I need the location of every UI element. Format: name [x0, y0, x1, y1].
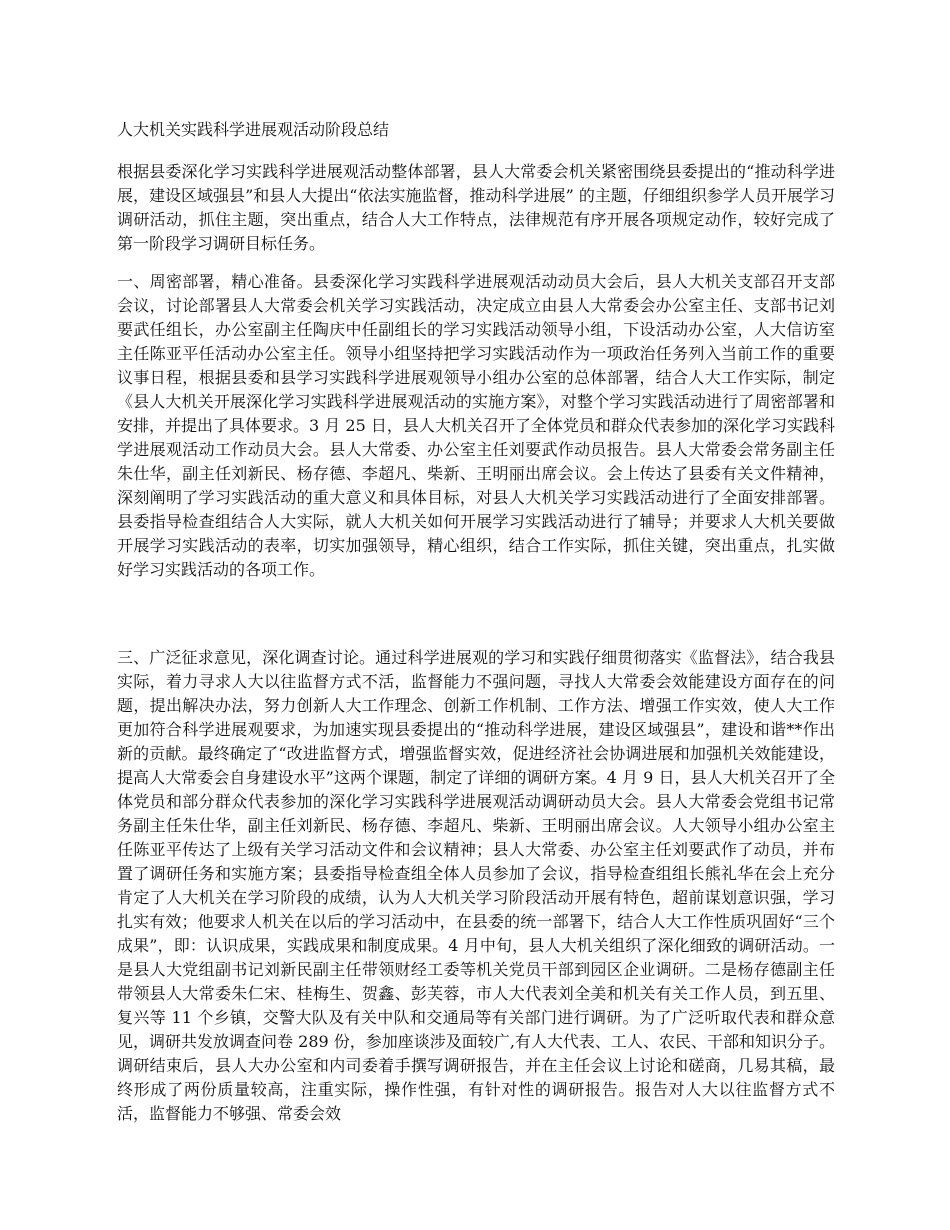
section-one-paragraph: 一、周密部署，精心准备。县委深化学习实践科学进展观活动动员大会后，县人大机关支部召开支部会议，讨论部署县人大常委会机关学习实践活动，决定成立由县人大常委会办公室主任、支部书记刘要武任组长，办公室副主任陶庆中任副组长的学习实践活动领导小组，下设活动办公室，人大信访室主任陈亚平任活动办公室主任。领导小组坚持把学习实践活动作为一项政治任务列入当前工作的重要议事日程，根据县委和县学习实践科学进展观领导小组办公室的总体部署，结合人大工作实际，制定《县人大机关开展深化学习实践科学进展观活动的实施方案》，对整个学习实践活动进行了周密部署和安排，并提出了具体要求。3 月 25 日，县人大机关召开了全体党员和群众代表参加的深化学习实践科学进展观活动工作动员大会。县人大常委、办公室主任刘要武作动员报告。县人大常委会常务副主任朱仕华，副主任刘新民、杨存德、李超凡、柴新、王明丽出席会议。会上传达了县委有关文件精神，深刻阐明了学习实践活动的重大意义和具体目标，对县人大机关学习实践活动进行了全面安排部署。县委指导检查组结合人大实际，就人大机关如何开展学习实践活动进行了辅导；并要求人大机关要做开展学习实践活动的表率，切实加强领导，精心组织，结合工作实际，抓住关键，突出重点，扎实做好学习实践活动的各项工作。	[117, 272, 835, 579]
document-page	[117, 118, 835, 1140]
intro-paragraph: 根据县委深化学习实践科学进展观活动整体部署，县人大常委会机关紧密围绕县委提出的“推动科学进展，建设区域强县”和县人大提出“依法实施监督，推动科学进展” 的主题，仔细组织参学人员开展学习调研活动，抓住主题，突出重点，结合人大工作特点，法律规范有序开展各项规定动作，较好完成了第一阶段学习调研目标任务。	[117, 162, 835, 253]
section-three-paragraph: 三、广泛征求意见，深化调查讨论。通过科学进展观的学习和实践仔细贯彻落实《监督法》，结合我县实际，着力寻求人大以往监督方式不活，监督能力不强问题，寻找人大常委会效能建设方面存在的问题，提出解决办法，努力创新人大工作理念、创新工作机制、工作方法、增强工作实效，使人大工作更加符合科学进展观要求，为加速实现县委提出的“推动科学进展，建设区域强县”，建设和谐**作出新的贡献。最终确定了“改进监督方式，增强监督实效，促进经济社会协调进展和加强机关效能建设，提高人大常委会自身建设水平”这两个课题，制定了详细的调研方案。4 月 9 日，县人大机关召开了全体党员和部分群众代表参加的深化学习实践科学进展观活动调研动员大会。县人大常委会党组书记常务副主任朱仕华，副主任刘新民、杨存德、李超凡、柴新、王明丽出席会议。人大领导小组办公室主任陈亚平传达了上级有关学习活动文件和会议精神；县人大常委、办公室主任刘要武作了动员，并布置了调研任务和实施方案；县委指导检查组全体人员参加了会议，指导检查组组长熊礼华在会上充分肯定了人大机关在学习阶段的成绩，认为人大机关学习阶段活动开展有特色，超前谋划意识强，学习扎实有效；他要求人机关在以后的学习活动中，在县委的统一部署下，结合人大工作性质巩固好“三个成果”，即：认识成果，实践成果和制度成果。4 月中旬，县人大机关组织了深化细致的调研活动。一是县人大党组副书记刘新民副主任带领财经工委等机关党员干部到园区企业调研。二是杨存德副主任带领县人大常委朱仁宋、桂梅生、贺鑫、彭芙蓉，市人大代表刘全美和机关有关工作人员，到五里、复兴等 11 个乡镇，交警大队及有关中队和交通局等有关部门进行调研。为了广泛听取代表和群众意见，调研共发放调查问卷 289 份，参加座谈涉及面较广,有人大代表、工人、农民、干部和知识分子。调研结束后，县人大办公室和内司委着手撰写调研报告，并在主任会议上讨论和磋商，几易其稿，最终形成了两份质量较高，注重实际，操作性强，有针对性的调研报告。报告对人大以往监督方式不活，监督能力不够强、常委会效	[117, 648, 835, 1123]
section-spacer	[117, 596, 835, 646]
document-title: 人大机关实践科学进展观活动阶段总结	[117, 120, 390, 139]
